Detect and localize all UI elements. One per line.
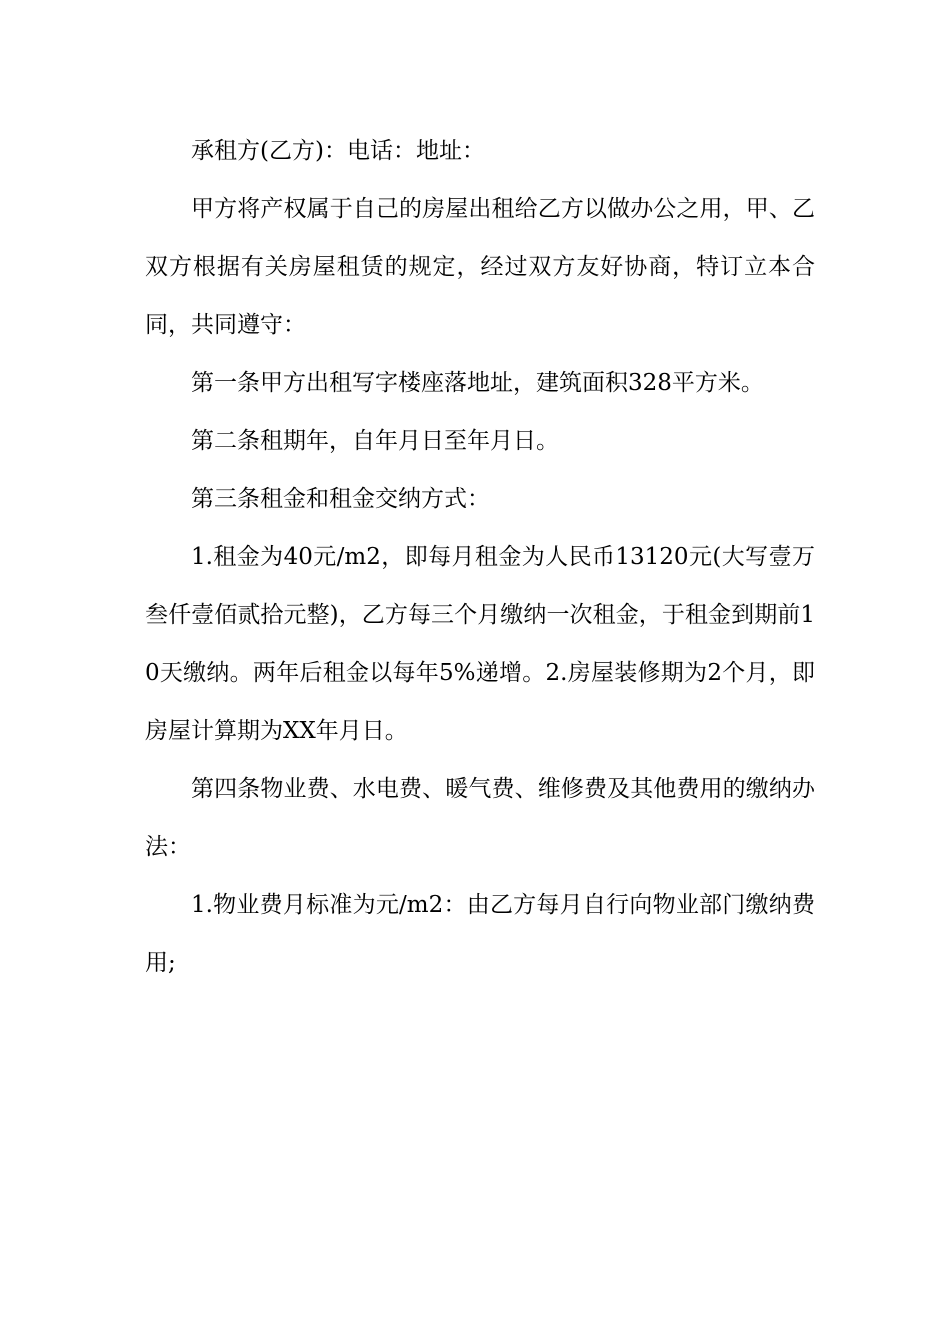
preamble-paragraph: 甲方将产权属于自己的房屋出租给乙方以做办公之用，甲、乙双方根据有关房屋租赁的规定，经过双方友好协商，特订立本合同，共同遵守： — [145, 196, 815, 338]
article-4-paragraph: 第四条物业费、水电费、暖气费、维修费及其他费用的缴纳办法： — [145, 776, 815, 860]
article-2-paragraph: 第二条租期年，自年月日至年月日。 — [191, 428, 559, 454]
property-fee-paragraph: 1.物业费月标准为元/m2：由乙方每月自行向物业部门缴纳费用; — [145, 892, 815, 976]
tenant-info-paragraph: 承租方(乙方)：电话：地址： — [191, 138, 485, 164]
article-1-paragraph: 第一条甲方出租写字楼座落地址，建筑面积328平方米。 — [191, 370, 764, 396]
rent-terms-paragraph: 1.租金为40元/m2，即每月租金为人民币13120元(大写壹万叁仟壹佰贰拾元整)，乙方每三个月缴纳一次租金，于租金到期前10天缴纳。两年后租金以每年5%递增。2.房屋装修期为2个月，即房屋计算期为XX年月日。 — [145, 544, 815, 744]
article-3-paragraph: 第三条租金和租金交纳方式： — [191, 486, 490, 512]
document-body — [145, 122, 815, 992]
